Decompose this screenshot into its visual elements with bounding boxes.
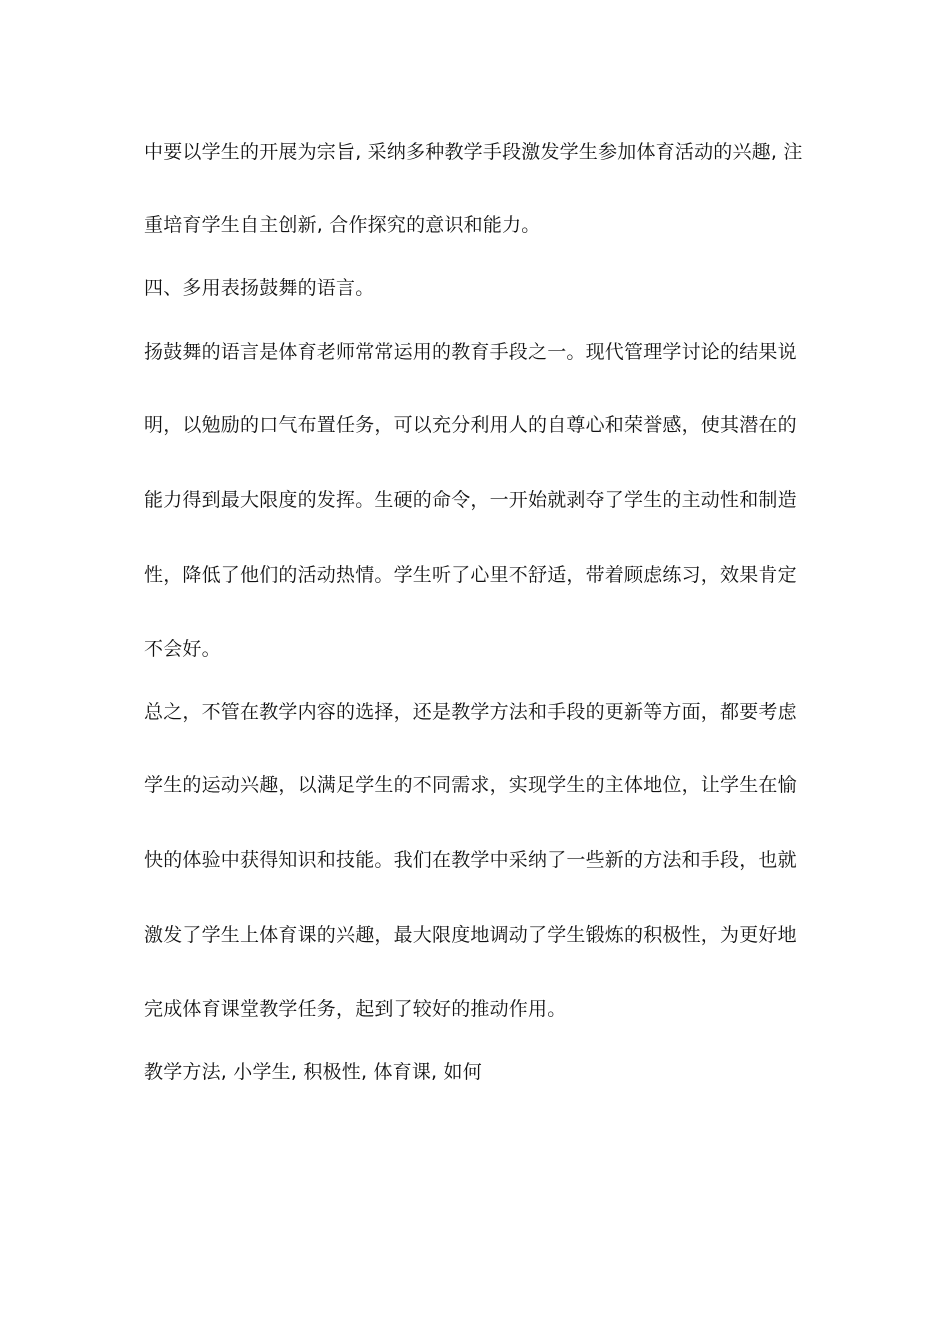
text-line: 不会好。 [144, 638, 221, 660]
section-heading: 四、多用表扬鼓舞的语言。 [144, 277, 375, 299]
text-line: 重培育学生自主创新, 合作探究的意识和能力。 [144, 214, 541, 236]
text-line: 完成体育课堂教学任务，起到了较好的推动作用。 [144, 998, 567, 1020]
keywords-line: 教学方法, 小学生, 积极性, 体育课, 如何 [144, 1061, 482, 1083]
text-line: 能力得到最大限度的发挥。生硬的命令，一开始就剥夺了学生的主动性和制造 [144, 489, 797, 511]
text-line: 性，降低了他们的活动热情。学生听了心里不舒适，带着顾虑练习，效果肯定 [144, 564, 797, 586]
text-line: 中要以学生的开展为宗旨, 采纳多种教学手段激发学生参加体育活动的兴趣, 注 [144, 141, 803, 163]
text-line: 激发了学生上体育课的兴趣，最大限度地调动了学生锻炼的积极性，为更好地 [144, 924, 797, 946]
text-line: 扬鼓舞的语言是体育老师常常运用的教育手段之一。现代管理学讨论的结果说 [144, 341, 797, 363]
text-line: 快的体验中获得知识和技能。我们在教学中采纳了一些新的方法和手段，也就 [144, 849, 797, 871]
text-line: 明，以勉励的口气布置任务，可以充分利用人的自尊心和荣誉感，使其潜在的 [144, 414, 797, 436]
text-line: 学生的运动兴趣，以满足学生的不同需求，实现学生的主体地位，让学生在愉 [144, 774, 797, 796]
text-line: 总之，不管在教学内容的选择，还是教学方法和手段的更新等方面，都要考虑 [144, 701, 797, 723]
